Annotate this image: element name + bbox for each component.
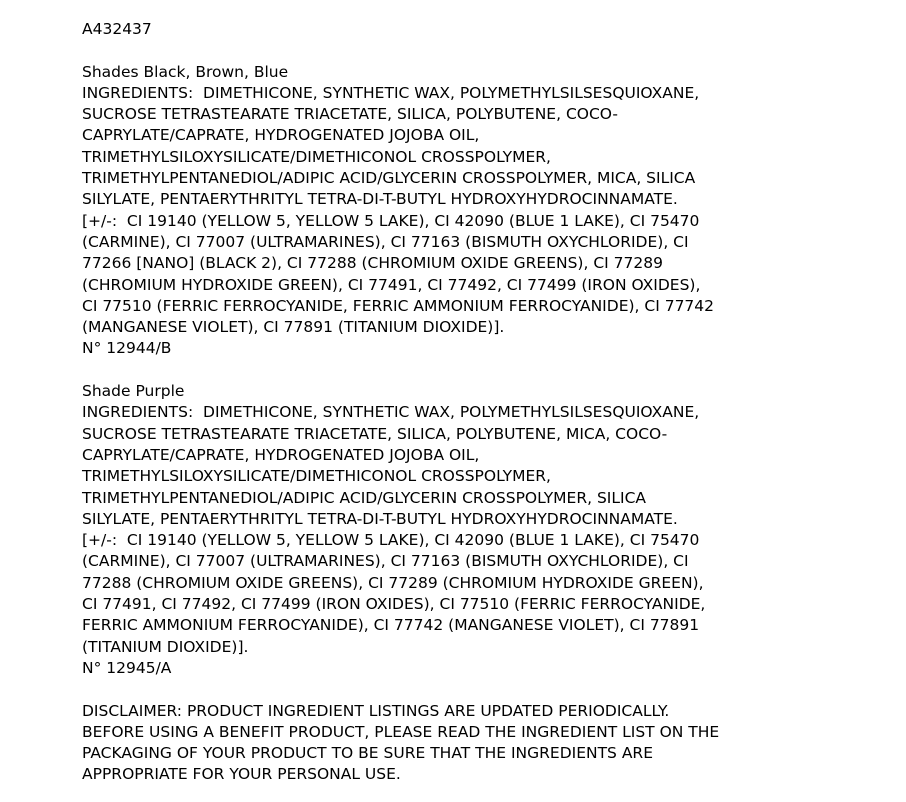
ingredient-line: CI 77510 (FERRIC FERROCYANIDE, FERRIC AMMONIUM FERROCYANIDE), CI 77742 bbox=[82, 296, 715, 315]
ingredient-line: (CARMINE), CI 77007 (ULTRAMARINES), CI 77163 (BISMUTH OXYCHLORIDE), CI bbox=[82, 552, 689, 571]
ingredient-line: SUCROSE TETRASTEARATE TRIACETATE, SILICA, POLYBUTENE, MICA, COCO- bbox=[82, 424, 668, 443]
ingredient-line: INGREDIENTS: DIMETHICONE, SYNTHETIC WAX, POLYMETHYLSILSESQUIOXANE, bbox=[82, 83, 700, 102]
ingredient-line: TRIMETHYLPENTANEDIOL/ADIPIC ACID/GLYCERIN CROSSPOLYMER, SILICA bbox=[82, 488, 647, 507]
section-purple bbox=[82, 381, 902, 679]
spacer bbox=[82, 40, 902, 61]
ingredient-line: CAPRYLATE/CAPRATE, HYDROGENATED JOJOBA OIL, bbox=[82, 445, 480, 464]
disclaimer bbox=[82, 701, 902, 786]
disclaimer-line: APPROPRIATE FOR YOUR PERSONAL USE. bbox=[82, 765, 401, 784]
ingredient-line: INGREDIENTS: DIMETHICONE, SYNTHETIC WAX, POLYMETHYLSILSESQUIOXANE, bbox=[82, 403, 700, 422]
ingredient-line: (CARMINE), CI 77007 (ULTRAMARINES), CI 77163 (BISMUTH OXYCHLORIDE), CI bbox=[82, 232, 689, 251]
disclaimer-line: BEFORE USING A BENEFIT PRODUCT, PLEASE READ THE INGREDIENT LIST ON THE bbox=[82, 722, 720, 741]
ingredient-line: CAPRYLATE/CAPRATE, HYDROGENATED JOJOBA OIL, bbox=[82, 126, 480, 145]
ingredient-line: 77266 [NANO] (BLACK 2), CI 77288 (CHROMIUM OXIDE GREENS), CI 77289 bbox=[82, 254, 663, 273]
ingredient-line: TRIMETHYLSILOXYSILICATE/DIMETHICONOL CROSSPOLYMER, bbox=[82, 467, 551, 486]
ingredient-line: SILYLATE, PENTAERYTHRITYL TETRA-DI-T-BUTYL HYDROXYHYDROCINNAMATE. bbox=[82, 190, 678, 209]
ingredient-line: SUCROSE TETRASTEARATE TRIACETATE, SILICA, POLYBUTENE, COCO- bbox=[82, 105, 619, 124]
ingredient-line: CI 77491, CI 77492, CI 77499 (IRON OXIDES), CI 77510 (FERRIC FERROCYANIDE, bbox=[82, 595, 706, 614]
ingredient-line: (MANGANESE VIOLET), CI 77891 (TITANIUM DIOXIDE)]. bbox=[82, 318, 505, 337]
ingredient-line: FERRIC AMMONIUM FERROCYANIDE), CI 77742 (MANGANESE VIOLET), CI 77891 bbox=[82, 616, 700, 635]
disclaimer-line: PACKAGING OF YOUR PRODUCT TO BE SURE THAT THE INGREDIENTS ARE bbox=[82, 744, 653, 763]
spacer bbox=[82, 360, 902, 381]
section-black-brown-blue bbox=[82, 62, 902, 360]
spacer bbox=[82, 679, 902, 700]
ingredient-line: TRIMETHYLSILOXYSILICATE/DIMETHICONOL CROSSPOLYMER, bbox=[82, 147, 551, 166]
product-number: N° 12944/B bbox=[82, 339, 172, 358]
document-id: A432437 bbox=[82, 20, 152, 38]
ingredient-line: TRIMETHYLPENTANEDIOL/ADIPIC ACID/GLYCERIN CROSSPOLYMER, MICA, SILICA bbox=[82, 169, 696, 188]
ingredient-line: 77288 (CHROMIUM OXIDE GREENS), CI 77289 (CHROMIUM HYDROXIDE GREEN), bbox=[82, 573, 704, 592]
ingredient-line: (CHROMIUM HYDROXIDE GREEN), CI 77491, CI 77492, CI 77499 (IRON OXIDES), bbox=[82, 275, 701, 294]
ingredient-line: SILYLATE, PENTAERYTHRITYL TETRA-DI-T-BUTYL HYDROXYHYDROCINNAMATE. bbox=[82, 509, 678, 528]
disclaimer-line: DISCLAIMER: PRODUCT INGREDIENT LISTINGS ARE UPDATED PERIODICALLY. bbox=[82, 701, 670, 720]
section-heading: Shade Purple bbox=[82, 382, 185, 401]
ingredients-document bbox=[82, 19, 902, 786]
ingredient-line: (TITANIUM DIOXIDE)]. bbox=[82, 637, 249, 656]
ingredient-line: [+/-: CI 19140 (YELLOW 5, YELLOW 5 LAKE), CI 42090 (BLUE 1 LAKE), CI 75470 bbox=[82, 211, 700, 230]
product-number: N° 12945/A bbox=[82, 658, 172, 677]
section-heading: Shades Black, Brown, Blue bbox=[82, 62, 289, 81]
ingredient-line: [+/-: CI 19140 (YELLOW 5, YELLOW 5 LAKE), CI 42090 (BLUE 1 LAKE), CI 75470 bbox=[82, 531, 700, 550]
